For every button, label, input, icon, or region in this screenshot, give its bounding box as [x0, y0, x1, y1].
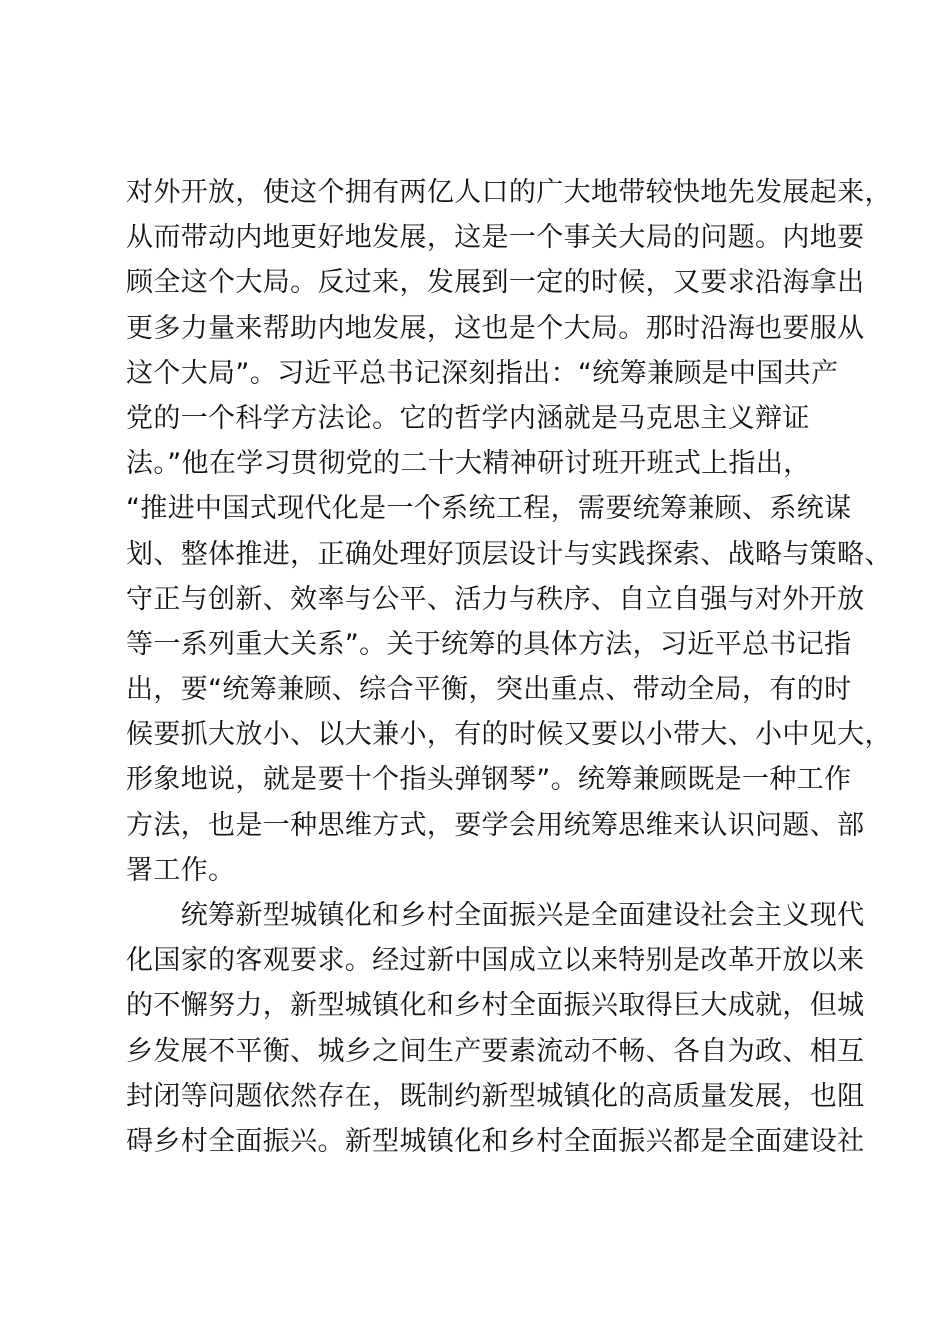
text-line: 候要抓大放小、以大兼小，有的时候又要以小带大、小中见大，	[126, 719, 892, 751]
text-line: 这个大局”。习近平总书记深刻指出：“统筹兼顾是中国共产	[126, 357, 839, 389]
text-line: 对外开放，使这个拥有两亿人口的广大地带较快地先发展起来，	[126, 177, 892, 208]
text-line: 党的一个科学方法论。它的哲学内涵就是马克思主义辩证	[126, 402, 810, 434]
text-line: 封闭等问题依然存在，既制约新型城镇化的高质量发展，也阻	[126, 1080, 865, 1112]
text-line: “推进中国式现代化是一个系统工程，需要统筹兼顾、系统谋	[126, 493, 852, 525]
text-line: 碍乡村全面振兴。新型城镇化和乡村全面振兴都是全面建设社	[126, 1125, 865, 1157]
text-line: 化国家的客观要求。经过新中国成立以来特别是改革开放以来	[126, 945, 865, 977]
text-line: 统筹新型城镇化和乡村全面振兴是全面建设社会主义现代	[126, 900, 865, 931]
text-line: 方法，也是一种思维方式，要学会用统筹思维来认识问题、部	[126, 809, 865, 841]
text-line: 顾全这个大局。反过来，发展到一定的时候，又要求沿海拿出	[126, 267, 865, 299]
text-line: 划、整体推进，正确处理好顶层设计与实践探索、战略与策略、	[126, 538, 892, 570]
text-line: 乡发展不平衡、城乡之间生产要素流动不畅、各自为政、相互	[126, 1035, 865, 1067]
body-text	[126, 170, 892, 1164]
text-line: 出，要“统筹兼顾、综合平衡，突出重点、带动全局，有的时	[126, 674, 852, 706]
text-line: 形象地说，就是要十个指头弹钢琴”。统筹兼顾既是一种工作	[126, 764, 852, 796]
text-line: 等一系列重大关系”。关于统筹的具体方法，习近平总书记指	[126, 628, 852, 660]
text-line: 法。”他在学习贯彻党的二十大精神研讨班开班式上指出，	[126, 448, 811, 480]
text-line: 的不懈努力，新型城镇化和乡村全面振兴取得巨大成就，但城	[126, 990, 865, 1022]
text-line: 署工作。	[126, 854, 236, 886]
text-line: 更多力量来帮助内地发展，这也是个大局。那时沿海也要服从	[126, 312, 865, 344]
text-line: 从而带动内地更好地发展，这是一个事关大局的问题。内地要	[126, 222, 865, 254]
text-line: 守正与创新、效率与公平、活力与秩序、自立自强与对外开放	[126, 583, 865, 615]
